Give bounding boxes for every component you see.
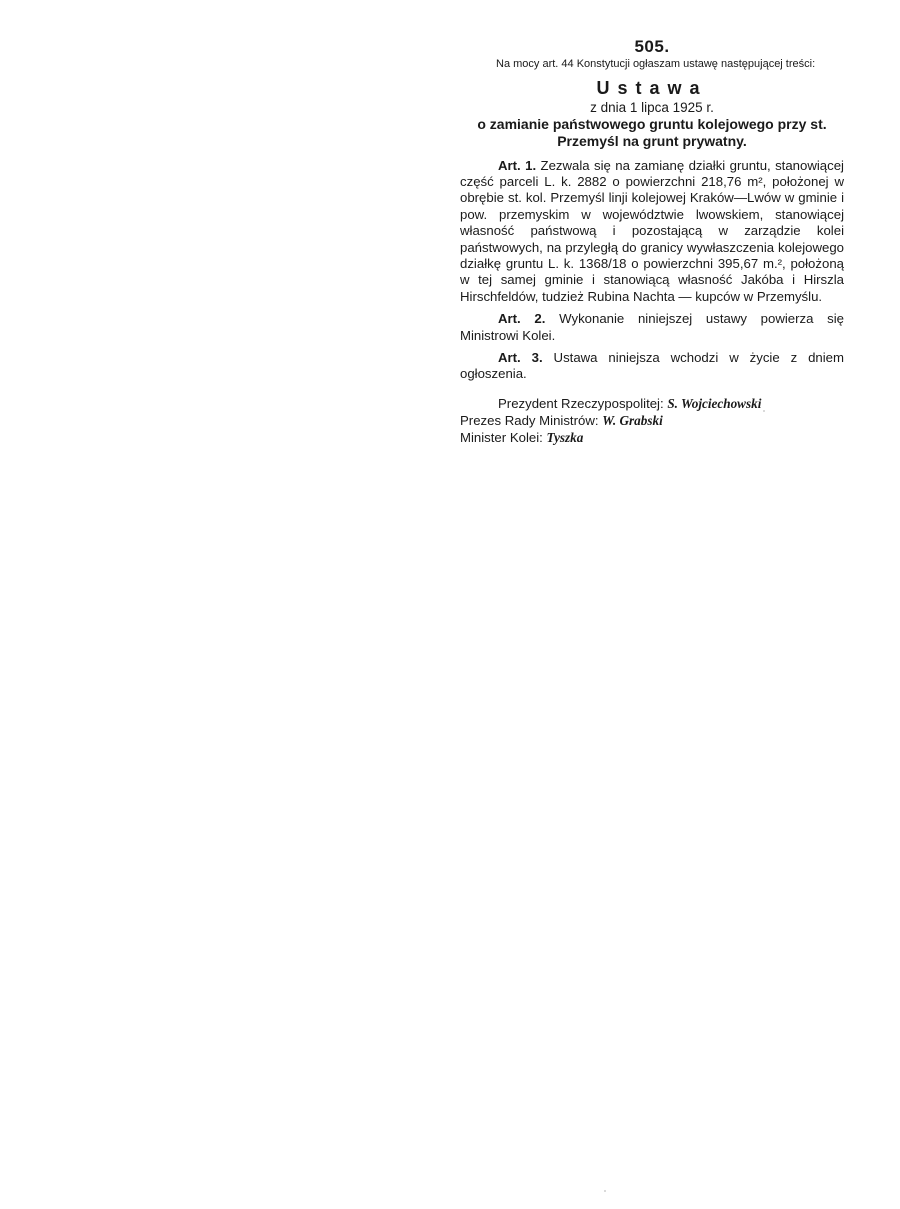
- signature-prime-minister-role: Prezes Rady Ministrów:: [460, 412, 599, 428]
- scan-speck: [604, 1190, 606, 1192]
- act-subject: o zamianie państwowego gruntu kolejowego przy st. Przemyśl na grunt prywatny.: [477, 115, 827, 149]
- article-3-label: Art. 3.: [498, 349, 543, 365]
- date-line: z dnia 1 lipca 1925 r.: [590, 99, 714, 115]
- article-3: [460, 350, 844, 383]
- article-2-text: Wykonanie niniejszej ustawy powierza się Ministrowi Kolei.: [460, 311, 845, 343]
- article-3-text: Ustawa niniejsza wchodzi w życie z dniem ogłoszenia.: [460, 349, 845, 382]
- signature-railway-minister-role: Minister Kolei:: [460, 429, 543, 445]
- signature-prime-minister-name: W. Grabski: [602, 412, 663, 428]
- signature-railway-minister-name: Tyszka: [546, 429, 584, 445]
- act-number: 505.: [634, 37, 670, 56]
- document-page: [460, 38, 844, 446]
- signature-president-name: S. Wojciechowski: [667, 395, 762, 411]
- article-1: [460, 158, 844, 306]
- article-1-label: Art. 1.: [498, 157, 537, 173]
- article-1-text: Zezwala się na zamianę działki gruntu, stanowiącej część parceli L. k. 2882 o powierzchni 218,76 m², położonej w obrębie st. kol. Przemyśl linji kolejowej Kraków—Lwów w gminie i pow. przemyskim w województwie lwowskiem, stanowiącej własność państwową i pozostającą w zarządzie kolei państwowych, na przyległą do granicy wywłaszczenia kolejowego działkę gruntu L. k. 1368/18 o powierzchni 395,67 m.², położoną w tej samej gminie i stanowiącą własność Jakóba i Hirszla Hirschfeldów, tudzież Rubina Nachta — kupców w Przemyślu.: [460, 157, 844, 304]
- preamble: Na mocy art. 44 Konstytucji ogłaszam ustawę następującej treści:: [496, 58, 816, 70]
- scan-speck: [763, 410, 765, 412]
- signature-railway-minister: [460, 429, 844, 446]
- article-2-label: Art. 2.: [498, 311, 546, 327]
- document-title: Ustawa: [596, 77, 708, 98]
- signature-president: [460, 395, 844, 412]
- signature-block: [460, 395, 844, 446]
- article-2: [460, 311, 844, 344]
- signature-president-role: Prezydent Rzeczypospolitej:: [498, 395, 664, 411]
- signature-prime-minister: [460, 412, 844, 429]
